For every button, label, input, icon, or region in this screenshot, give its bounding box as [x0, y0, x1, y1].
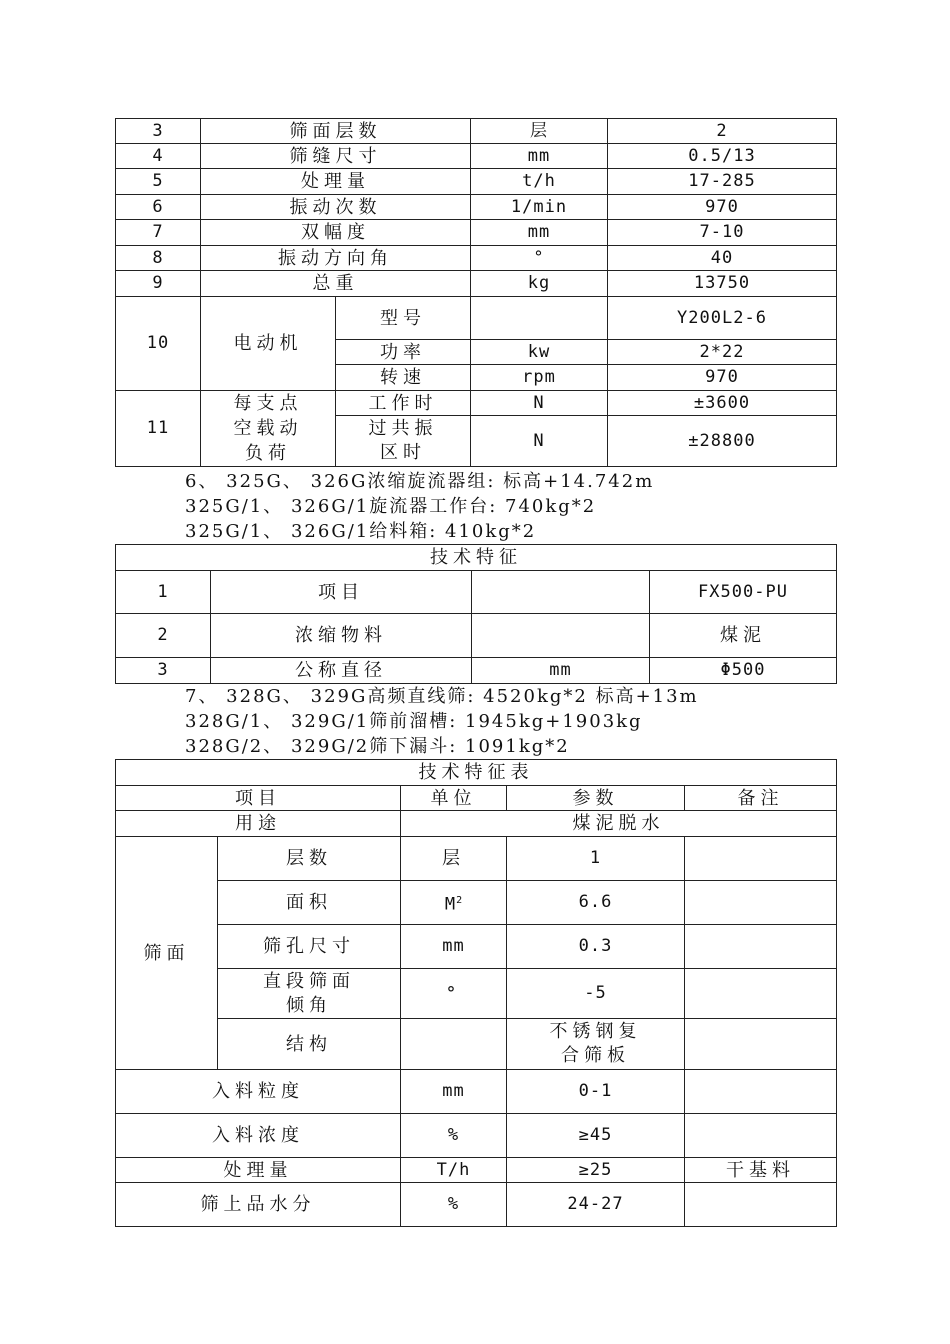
- unit-cell: N: [471, 391, 608, 416]
- table-row: [116, 811, 837, 837]
- unit-cell: °: [471, 246, 608, 271]
- table-row: [116, 1070, 837, 1114]
- note-cell: [685, 969, 837, 1019]
- value-cell: 0-1: [507, 1070, 685, 1114]
- high-frequency-screen-spec-table: [115, 759, 837, 1227]
- value-cell: 970: [608, 365, 837, 391]
- screen-sub-item: 层数: [218, 837, 401, 881]
- section7-line3: 328G/2、 329G/2筛下漏斗: 1091kg*2: [185, 736, 570, 757]
- row-number: 3: [116, 119, 201, 144]
- note-cell: [685, 881, 837, 925]
- table-row: [116, 144, 837, 169]
- table-row: [116, 1114, 837, 1158]
- unit-cell: kg: [471, 271, 608, 297]
- table-row: [116, 1158, 837, 1183]
- value-cell: 0.5/13: [608, 144, 837, 169]
- unit-superscript: 2: [456, 894, 463, 906]
- value-cell: -5: [507, 969, 685, 1019]
- table-row: [116, 614, 837, 658]
- table-row: [116, 1019, 837, 1070]
- note-cell: [685, 1183, 837, 1227]
- table-row: [116, 969, 837, 1019]
- motor-sub-item: 功率: [336, 340, 471, 365]
- value-cell: ±28800: [608, 416, 837, 467]
- row-number: 8: [116, 246, 201, 271]
- load-sub-item: 工作时: [336, 391, 471, 416]
- row-number: 1: [116, 571, 211, 614]
- value-cell: 煤泥: [650, 614, 837, 658]
- unit-cell: mm: [472, 658, 650, 684]
- row-number: 9: [116, 271, 201, 297]
- table-row: [116, 925, 837, 969]
- purpose-label: 用途: [116, 811, 401, 837]
- header-note: 备注: [685, 786, 837, 811]
- value-cell: 13750: [608, 271, 837, 297]
- load-sub-line1: 过共振: [368, 418, 438, 440]
- table-row: [116, 246, 837, 271]
- note-cell: 干基料: [685, 1158, 837, 1183]
- item-cell: 筛缝尺寸: [201, 144, 471, 169]
- table-title-row: [116, 760, 837, 786]
- unit-cell: %: [401, 1114, 507, 1158]
- vibrating-screen-spec-table: [115, 118, 837, 467]
- load-label-line3: 负荷: [245, 443, 291, 464]
- item-cell: 总重: [201, 271, 471, 297]
- value-cell: 0.3: [507, 925, 685, 969]
- screen-sub-line1: 直段筛面: [263, 970, 355, 992]
- item-cell: 振动次数: [201, 195, 471, 220]
- table-row: [116, 297, 837, 340]
- unit-cell: mm: [401, 1070, 507, 1114]
- value-cell: 7-10: [608, 220, 837, 246]
- item-cell: 双幅度: [201, 220, 471, 246]
- load-label: [201, 391, 336, 467]
- unit-cell: 1/min: [471, 195, 608, 220]
- table-row: [116, 1183, 837, 1227]
- value-cell: FX500-PU: [650, 571, 837, 614]
- row-number: 7: [116, 220, 201, 246]
- table-title: 技术特征: [116, 545, 837, 571]
- value-cell: 1: [507, 837, 685, 881]
- value-cell: 40: [608, 246, 837, 271]
- unit-cell: [471, 297, 608, 340]
- note-cell: [685, 1114, 837, 1158]
- load-label-line2: 空载动: [233, 418, 303, 439]
- value-cell: 6.6: [507, 881, 685, 925]
- header-unit: 单位: [401, 786, 507, 811]
- header-item: 项目: [116, 786, 401, 811]
- row-number: 10: [116, 297, 201, 391]
- table-row: [116, 271, 837, 297]
- unit-cell: [401, 881, 507, 925]
- item-cell: 处理量: [116, 1158, 401, 1183]
- note-cell: [685, 1070, 837, 1114]
- value-cell: 2*22: [608, 340, 837, 365]
- item-cell: 筛上品水分: [116, 1183, 401, 1227]
- table-row: [116, 571, 837, 614]
- unit-cell: [401, 1019, 507, 1070]
- note-cell: [685, 837, 837, 881]
- item-cell: 振动方向角: [201, 246, 471, 271]
- unit-cell: [472, 571, 650, 614]
- screen-sub-item: [218, 969, 401, 1019]
- header-value: 参数: [507, 786, 685, 811]
- unit-cell: [472, 614, 650, 658]
- unit-cell: rpm: [471, 365, 608, 391]
- table-title-row: [116, 545, 837, 571]
- value-cell: 2: [608, 119, 837, 144]
- value-cell: ≥25: [507, 1158, 685, 1183]
- screen-sub-item: 结构: [218, 1019, 401, 1070]
- purpose-value: 煤泥脱水: [401, 811, 837, 837]
- screen-sub-item: 面积: [218, 881, 401, 925]
- section6-line2: 325G/1、 326G/1旋流器工作台: 740kg*2: [185, 496, 597, 517]
- value-cell: [507, 1019, 685, 1070]
- load-sub-line2: 区时: [380, 442, 426, 464]
- value-cell: 970: [608, 195, 837, 220]
- table-row: [116, 195, 837, 220]
- load-sub-item: [336, 416, 471, 467]
- unit-cell: N: [471, 416, 608, 467]
- section6-line1: 6、 325G、 326G浓缩旋流器组: 标高+14.742m: [185, 471, 655, 492]
- cyclone-spec-table: [115, 544, 837, 684]
- row-number: 4: [116, 144, 201, 169]
- item-cell: 入料粒度: [116, 1070, 401, 1114]
- section7-line1: 7、 328G、 329G高频直线筛: 4520kg*2 标高+13m: [185, 686, 699, 707]
- table-title: 技术特征表: [116, 760, 837, 786]
- value-cell: Φ500: [650, 658, 837, 684]
- unit-cell: t/h: [471, 169, 608, 195]
- value-line1: 不锈钢复: [549, 1021, 642, 1042]
- item-cell: 项目: [211, 571, 472, 614]
- table-row: [116, 837, 837, 881]
- unit-cell: 层: [471, 119, 608, 144]
- value-cell: ≥45: [507, 1114, 685, 1158]
- screen-label: 筛面: [116, 837, 218, 1070]
- unit-cell: mm: [471, 220, 608, 246]
- item-cell: 筛面层数: [201, 119, 471, 144]
- value-cell: Y200L2-6: [608, 297, 837, 340]
- row-number: 5: [116, 169, 201, 195]
- item-cell: 浓缩物料: [211, 614, 472, 658]
- item-cell: 处理量: [201, 169, 471, 195]
- row-number: 6: [116, 195, 201, 220]
- table-row: [116, 119, 837, 144]
- motor-label: 电动机: [201, 297, 336, 391]
- unit-cell: T/h: [401, 1158, 507, 1183]
- motor-sub-item: 型号: [336, 297, 471, 340]
- note-cell: [685, 925, 837, 969]
- row-number: 11: [116, 391, 201, 467]
- row-number: 3: [116, 658, 211, 684]
- unit-cell: mm: [401, 925, 507, 969]
- value-line2: 合筛板: [561, 1045, 630, 1066]
- table-row: [116, 169, 837, 195]
- motor-sub-item: 转速: [336, 365, 471, 391]
- unit-cell: °: [401, 969, 507, 1019]
- load-label-line1: 每支点: [233, 393, 303, 414]
- section7-line2: 328G/1、 329G/1筛前溜槽: 1945kg+1903kg: [185, 711, 643, 732]
- table-row: [116, 391, 837, 416]
- section6-line3: 325G/1、 326G/1给料箱: 410kg*2: [185, 521, 537, 542]
- note-cell: [685, 1019, 837, 1070]
- table-row: [116, 658, 837, 684]
- screen-sub-line2: 倾角: [286, 994, 332, 1016]
- unit-cell: 层: [401, 837, 507, 881]
- item-cell: 入料浓度: [116, 1114, 401, 1158]
- value-cell: 17-285: [608, 169, 837, 195]
- screen-sub-item: 筛孔尺寸: [218, 925, 401, 969]
- table-header-row: [116, 786, 837, 811]
- unit-cell: %: [401, 1183, 507, 1227]
- row-number: 2: [116, 614, 211, 658]
- table-row: [116, 220, 837, 246]
- unit-cell: kw: [471, 340, 608, 365]
- value-cell: 24-27: [507, 1183, 685, 1227]
- value-cell: ±3600: [608, 391, 837, 416]
- item-cell: 公称直径: [211, 658, 472, 684]
- table-row: [116, 881, 837, 925]
- unit-cell: mm: [471, 144, 608, 169]
- unit-text: M: [444, 894, 457, 915]
